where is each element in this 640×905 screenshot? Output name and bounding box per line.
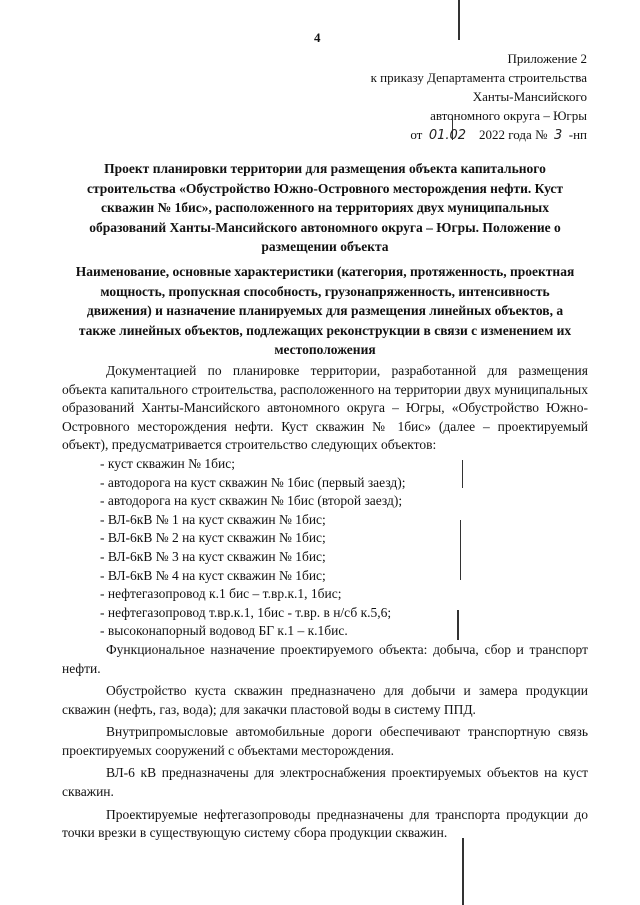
order-suffix: -нп (568, 127, 587, 142)
annex-line: Ханты-Мансийского (472, 89, 587, 104)
order-prefix: от (410, 127, 423, 142)
list-item: - куст скважин № 1бис; (100, 455, 235, 471)
document-body (62, 362, 588, 843)
intro-paragraph: Документацией по планировке территории, разработанной для размещения объекта капитального строительства, расположенного на территории двух муниципальных образований Ханты-Мансийского автономного округа – Югры, «Обустройство Южно-Островного месторождения нефти. Куст скважин № 1бис» (далее – проектируемый объект), предусматривается строительство следующих объектов: (62, 363, 588, 453)
annex-line: к приказу Департамента строительства (370, 70, 587, 85)
annex-line: Приложение 2 (507, 51, 587, 66)
list-item: - ВЛ-6кВ № 1 на куст скважин № 1бис; (100, 511, 326, 527)
order-number-handwritten: 3 (553, 128, 563, 143)
scan-mark (458, 0, 460, 40)
list-item: - нефтегазопровод к.1 бис – т.вр.к.1, 1бис; (100, 586, 342, 602)
list-item: - высоконапорный водовод БГ к.1 – к.1бис. (100, 623, 348, 639)
objects-list (62, 455, 588, 641)
list-item: - ВЛ-6кВ № 4 на куст скважин № 1бис; (100, 567, 326, 583)
order-date-handwritten: 01.02 (428, 128, 467, 143)
body-paragraph: Проектируемые нефтегазопроводы предназначены для транспорта продукции до точки врезки в существующую систему сбора продукции скважин. (62, 806, 588, 841)
annex-line: автономного округа – Югры (430, 108, 587, 123)
body-paragraph: Обустройство куста скважин предназначено для добычи и замера продукции скважин (нефть, газ, вода); для закачки пластовой воды в систему ППД. (62, 683, 588, 717)
annex-header (371, 49, 587, 145)
list-item: - автодорога на куст скважин № 1бис (первый заезд); (100, 474, 406, 490)
document-title: Проект планировки территории для размещения объекта капитального строительства «Обустройство Южно-Островного месторождения нефти. Куст скважин № 1бис», расположенного на территориях двух муниципальных образований Ханты-Мансийского автономного округа – Югры. Положение о размещении объекта (86, 161, 564, 254)
body-paragraph: ВЛ-6 кВ предназначены для электроснабжения проектируемых объектов на куст скважин. (62, 765, 588, 800)
scan-mark (462, 838, 464, 905)
list-item: - нефтегазопровод т.вр.к.1, 1бис - т.вр. в н/сб к.5,6; (100, 604, 392, 620)
section-heading: Наименование, основные характеристики (категория, протяженность, проектная мощность, пропускная способность, грузонапряженность, интенсивность движения) и назначение планируемых для размещения линейных объектов, а также линейных объектов, подлежащих реконструкции в связи с изменением их местоположения (75, 264, 575, 357)
list-item: - ВЛ-6кВ № 2 на куст скважин № 1бис; (100, 530, 326, 546)
list-item: - ВЛ-6кВ № 3 на куст скважин № 1бис; (100, 548, 326, 564)
body-paragraph: Внутрипромысловые автомобильные дороги обеспечивают транспортную связь проектируемых сооружений с объектами месторождения. (62, 724, 588, 758)
list-item: - автодорога на куст скважин № 1бис (второй заезд); (100, 493, 403, 509)
order-line (371, 125, 587, 145)
purpose-paragraph: Функциональное назначение проектируемого объекта: добыча, сбор и транспорт нефти. (62, 641, 588, 676)
order-year: 2022 года № (479, 127, 548, 142)
page-number: 4 (314, 30, 321, 45)
